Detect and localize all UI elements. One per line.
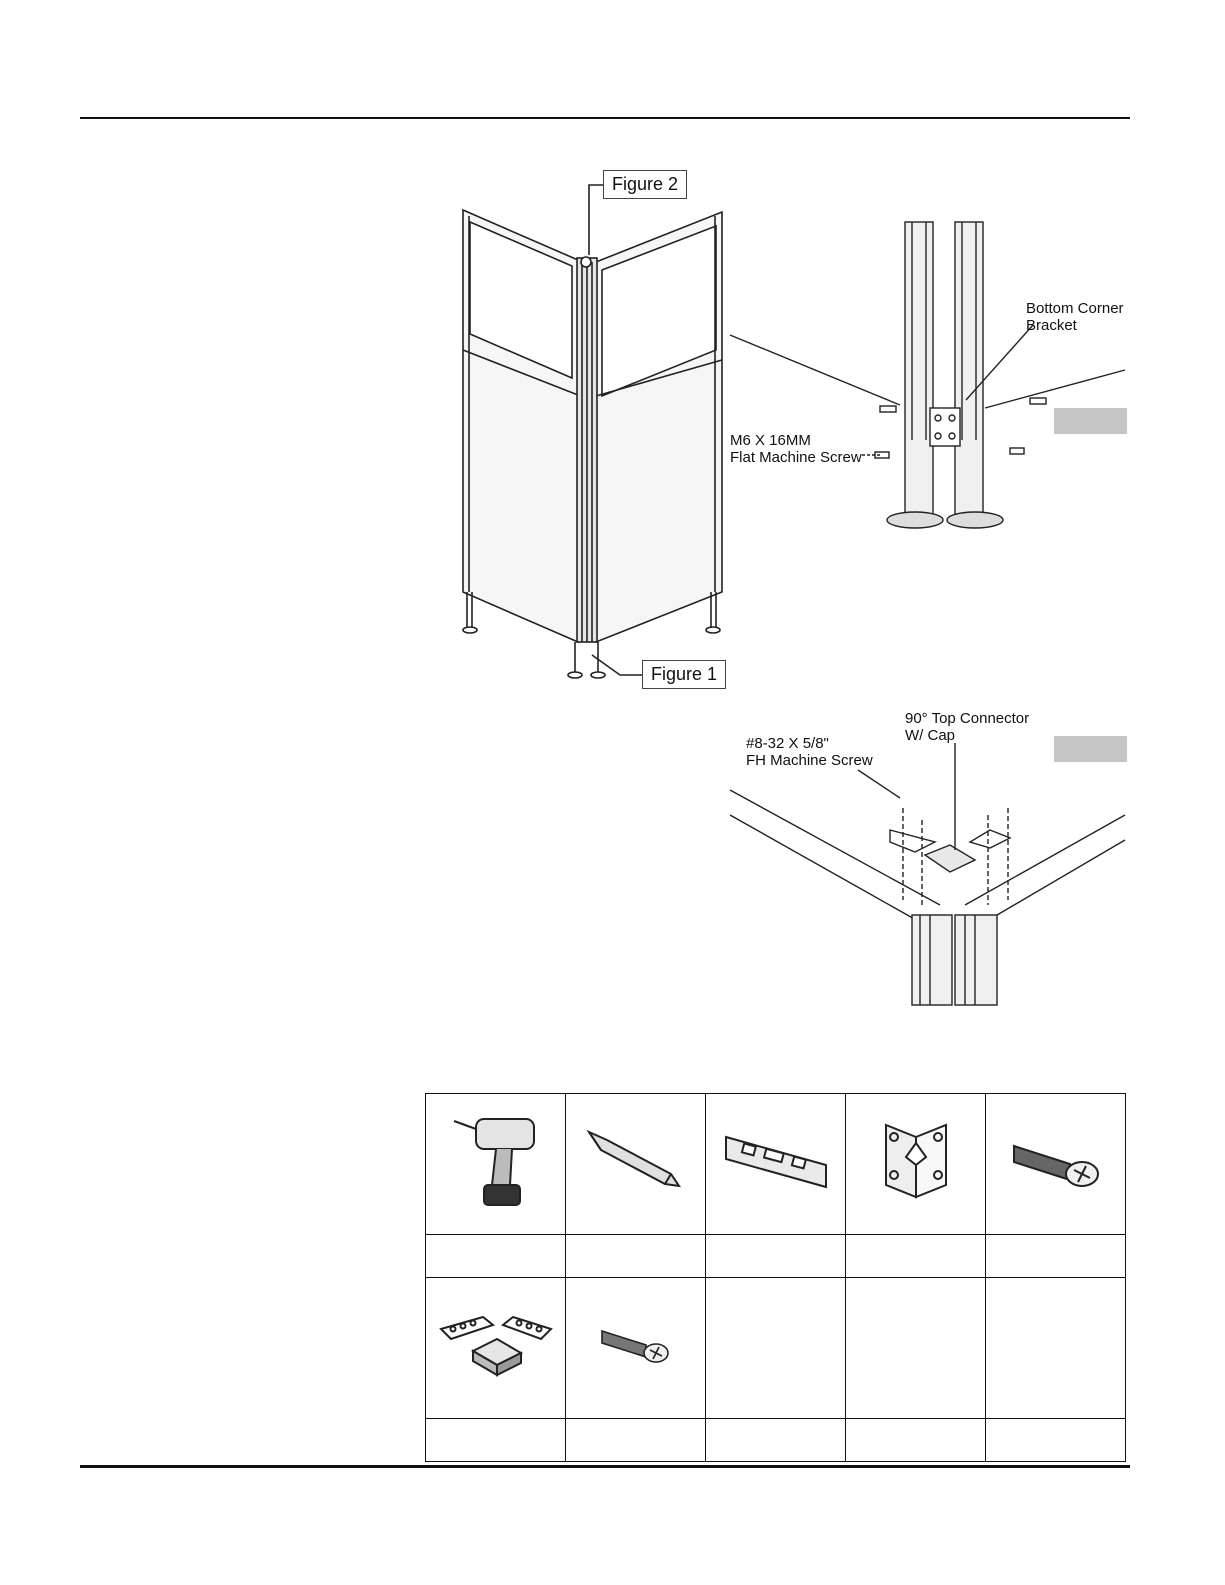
bottom-corner-bracket-label: Bottom Corner Bracket	[1026, 300, 1124, 334]
parts-cell	[846, 1094, 986, 1235]
parts-label-cell	[986, 1235, 1126, 1278]
parts-label-cell	[426, 1235, 566, 1278]
parts-cell	[706, 1094, 846, 1235]
parts-cell	[846, 1278, 986, 1419]
parts-cell	[566, 1278, 706, 1419]
cordless-drill-icon	[446, 1107, 546, 1217]
parts-label-cell	[846, 1419, 986, 1462]
parts-cell	[426, 1094, 566, 1235]
m6-screw-label: M6 X 16MM Flat Machine Screw	[730, 432, 862, 466]
parts-cell	[426, 1278, 566, 1419]
level-icon	[721, 1127, 831, 1197]
figure1-tab	[1054, 408, 1127, 434]
parts-label-cell	[566, 1235, 706, 1278]
parts-cell	[986, 1278, 1126, 1419]
top-connector-label: 90° Top Connector W/ Cap	[905, 710, 1030, 744]
figure2-callout: Figure 2	[603, 170, 687, 199]
parts-label-cell	[846, 1235, 986, 1278]
fh-machine-screw-icon	[596, 1321, 676, 1371]
top-connector-icon	[433, 1301, 558, 1391]
parts-cell	[706, 1278, 846, 1419]
parts-label-cell	[706, 1419, 846, 1462]
figure2-tab	[1054, 736, 1127, 762]
parts-cell	[566, 1094, 706, 1235]
parts-table	[425, 1093, 1126, 1462]
flat-machine-screw-icon	[1006, 1132, 1106, 1192]
figure1-callout: Figure 1	[642, 660, 726, 689]
corner-bracket-icon	[876, 1117, 956, 1207]
parts-label-cell	[986, 1419, 1126, 1462]
parts-label-cell	[426, 1419, 566, 1462]
parts-cell	[986, 1094, 1126, 1235]
driver-bit-icon	[581, 1122, 691, 1202]
parts-label-cell	[706, 1235, 846, 1278]
fh-screw-label: #8-32 X 5/8" FH Machine Screw	[746, 735, 873, 769]
parts-label-cell	[566, 1419, 706, 1462]
